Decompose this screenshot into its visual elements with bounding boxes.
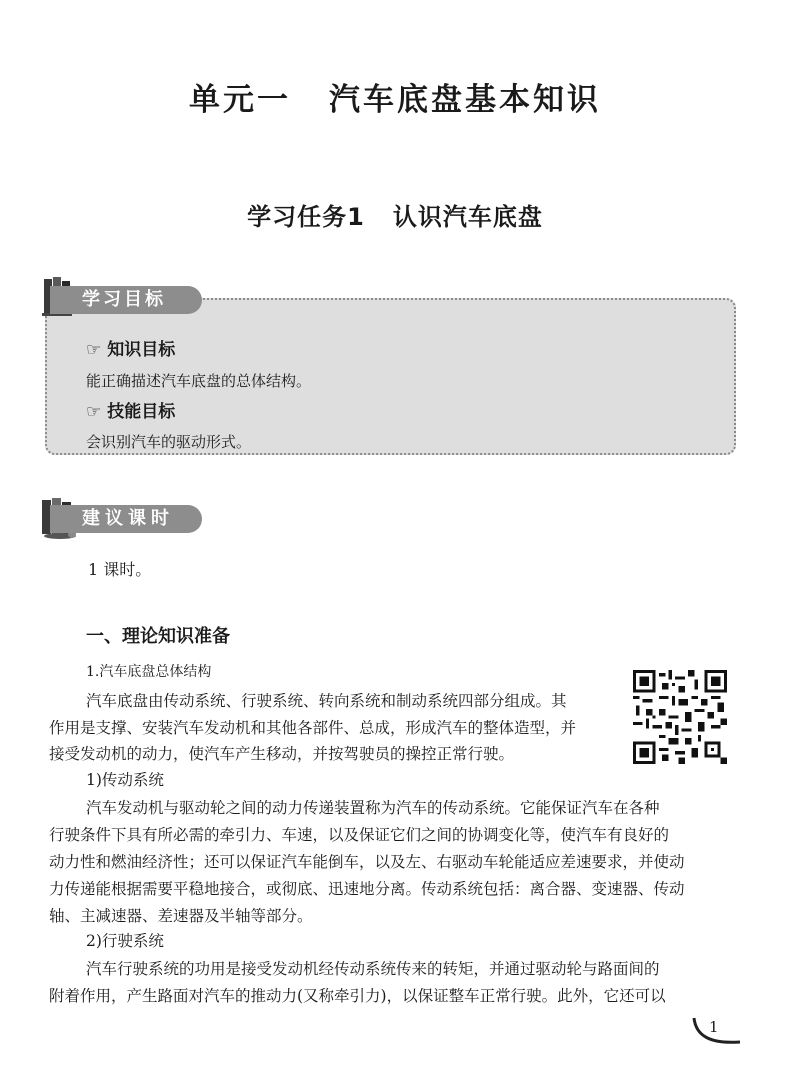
knowledge-goal-text: 能正确描述汽车底盘的总体结构。	[86, 372, 312, 390]
paragraph-line: 作用是支撑、安装汽车发动机和其他各部件、总成，形成汽车的整体造型，并	[49, 719, 577, 737]
paragraph-line: 动力性和燃油经济性；还可以保证汽车能倒车，以及左、右驱动车轮能适应差速要求，并使动	[49, 853, 685, 871]
paragraph-line: 行驶条件下具有所必需的牵引力、车速，以及保证它们之间的协调变化等，使汽车有良好的	[49, 826, 670, 844]
knowledge-goal-heading	[86, 335, 175, 360]
page-number: 1	[709, 1018, 719, 1036]
skill-goal-title: 技能目标	[107, 402, 176, 422]
subsection-title: 1.汽车底盘总体结构	[86, 664, 212, 680]
unit-title-name: 汽车底盘基本知识	[329, 82, 601, 118]
learning-goals-tag: 学习目标	[50, 286, 202, 314]
knowledge-goal-title: 知识目标	[107, 340, 176, 360]
suggested-hours-tag: 建议课时	[50, 505, 202, 533]
task-title	[0, 197, 790, 232]
subsection-title: 1)传动系统	[86, 771, 164, 789]
paragraph-line: 力传递能根据需要平稳地接合，或彻底、迅速地分离。传动系统包括：离合器、变速器、传动	[49, 880, 685, 898]
pointing-hand-icon: ☞	[86, 402, 102, 422]
section-heading: 一、理论知识准备	[86, 626, 230, 647]
paragraph-line: 汽车发动机与驱动轮之间的动力传递装置称为汽车的传动系统。它能保证汽车在各种	[86, 799, 660, 817]
paragraph-line: 汽车底盘由传动系统、行驶系统、转向系统和制动系统四部分组成。其	[86, 692, 567, 710]
unit-title	[0, 74, 790, 119]
skill-goal-text: 会识别汽车的驱动形式。	[86, 433, 252, 451]
qr-code-image	[633, 670, 727, 764]
paragraph-line: 汽车行驶系统的功用是接受发动机经传动系统传来的转矩，并通过驱动轮与路面间的	[86, 960, 660, 978]
subsection-title: 2)行驶系统	[86, 932, 164, 950]
skill-goal-heading	[86, 397, 175, 422]
task-title-number: 学习任务1	[247, 203, 365, 231]
suggested-hours-text: 1 课时。	[88, 560, 152, 579]
pointing-hand-icon: ☞	[86, 340, 102, 360]
paragraph-line: 轴、主减速器、差速器及半轴等部分。	[49, 907, 313, 925]
paragraph-line: 附着作用，产生路面对汽车的推动力(又称牵引力)，以保证整车正常行驶。此外，它还可以	[49, 987, 666, 1005]
unit-title-number: 单元一	[189, 82, 291, 118]
task-title-name: 认识汽车底盘	[392, 203, 543, 231]
paragraph-line: 接受发动机的动力，使汽车产生移动，并按驾驶员的操控正常行驶。	[49, 745, 515, 763]
